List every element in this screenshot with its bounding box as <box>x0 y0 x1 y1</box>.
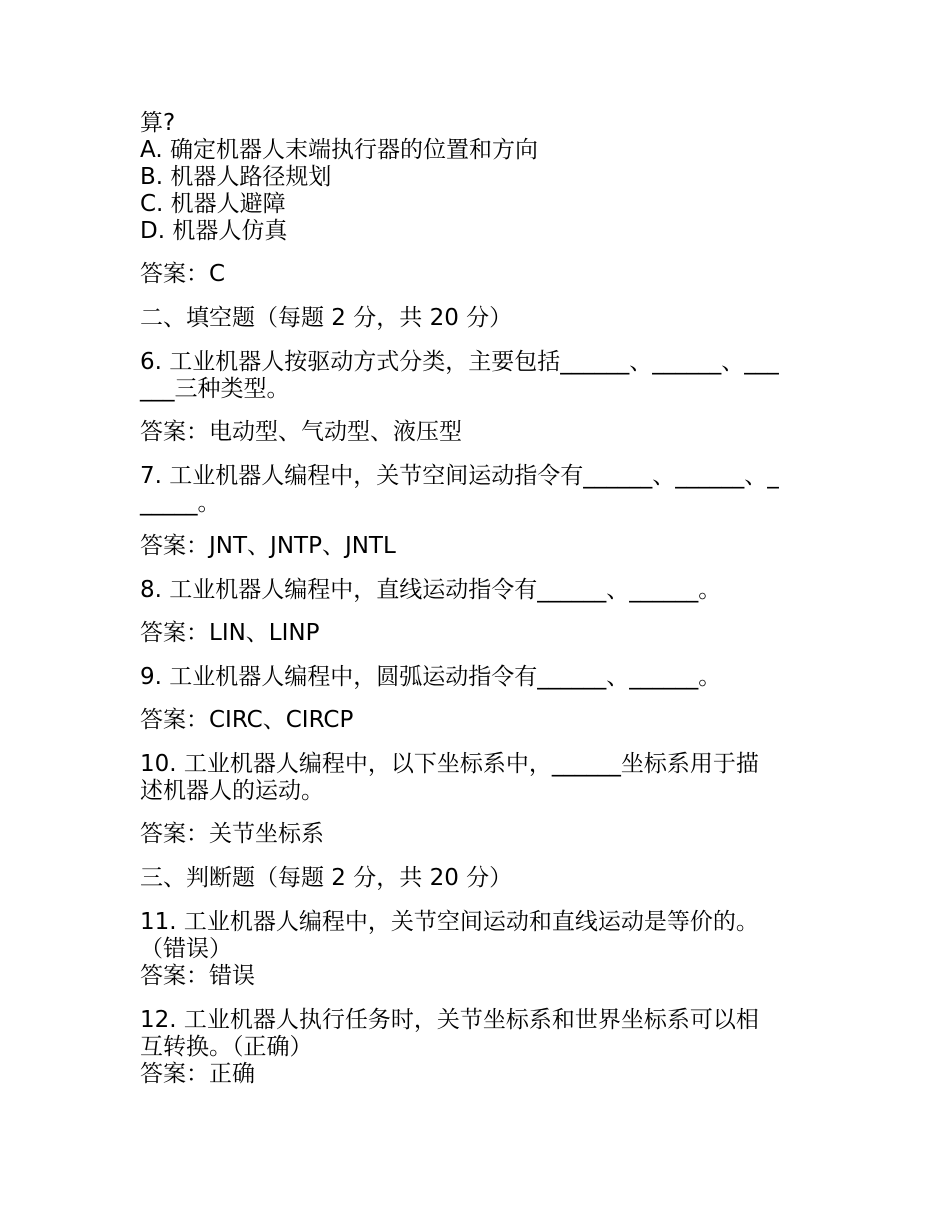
option-b: B. 机器人路径规划 <box>140 164 332 190</box>
answer-6: 答案：电动型、气动型、液压型 <box>140 419 462 445</box>
section-heading-fill-in: 二、填空题（每题 2 分，共 20 分） <box>140 305 513 331</box>
question-12 <box>140 1007 815 1061</box>
question-10 <box>140 751 815 805</box>
question-5 <box>140 110 815 245</box>
option-a: A. 确定机器人末端执行器的位置和方向 <box>140 137 538 163</box>
answer-7: 答案：JNT、JNTP、JNTL <box>140 533 396 559</box>
answer-12: 答案：正确 <box>140 1061 255 1087</box>
document-page <box>140 110 815 1088</box>
question-line: ___三种类型。 <box>140 376 290 402</box>
question-6 <box>140 349 815 403</box>
answer-11: 答案：错误 <box>140 963 255 989</box>
option-c: C. 机器人避障 <box>140 191 286 217</box>
question-line: 11. 工业机器人编程中，关节空间运动和直线运动是等价的。 <box>140 909 759 935</box>
question-line: 互转换。（正确） <box>140 1034 313 1060</box>
answer-8: 答案：LIN、LINP <box>140 620 320 646</box>
question-8 <box>140 577 815 604</box>
question-stem-tail: 算? <box>140 110 176 136</box>
question-line: 10. 工业机器人编程中，以下坐标系中，______坐标系用于描 <box>140 751 759 777</box>
question-line: 7. 工业机器人编程中，关节空间运动指令有______、______、_ <box>140 463 779 489</box>
question-line: 6. 工业机器人按驱动方式分类，主要包括______、______、___ <box>140 349 779 375</box>
question-11 <box>140 909 815 963</box>
question-line: _____。 <box>140 490 221 516</box>
question-7 <box>140 463 815 517</box>
answer-10: 答案：关节坐标系 <box>140 821 324 847</box>
question-line: （错误） <box>140 936 232 962</box>
question-9 <box>140 664 815 691</box>
question-line: 12. 工业机器人执行任务时，关节坐标系和世界坐标系可以相 <box>140 1007 759 1033</box>
question-line: 8. 工业机器人编程中，直线运动指令有______、______。 <box>140 577 722 603</box>
option-d: D. 机器人仿真 <box>140 218 288 244</box>
answer-9: 答案：CIRC、CIRCP <box>140 707 354 733</box>
section-heading-true-false: 三、判断题（每题 2 分，共 20 分） <box>140 865 513 891</box>
answer-5: 答案：C <box>140 261 226 287</box>
question-line: 述机器人的运动。 <box>140 778 324 804</box>
question-line: 9. 工业机器人编程中，圆弧运动指令有______、______。 <box>140 664 722 690</box>
